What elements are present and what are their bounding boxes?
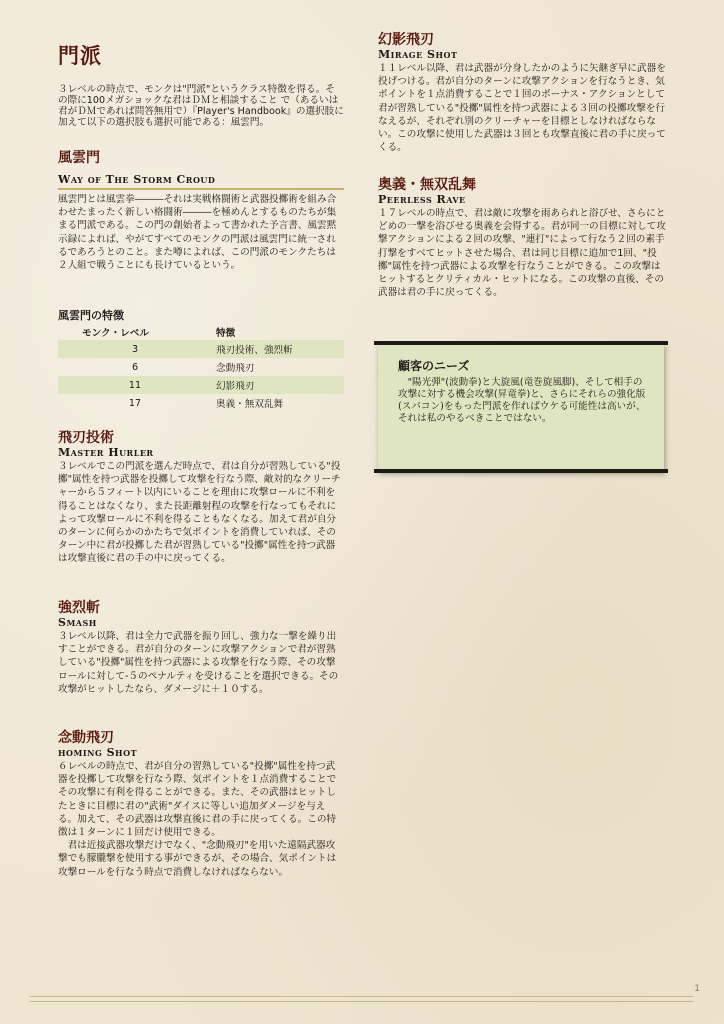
smash-subheading: Smash: [58, 616, 97, 629]
page-number: 1: [694, 984, 700, 994]
hurler-text: ３レベルでこの門派を選んだ時点で、君は自分が習熟している"投擲"属性を持つ武器を投擲して攻撃を行なう際、敵対的なクリーチャーから５フィート以内にいることを理由に攻撃ロールに不利を得ることはなくなり、また長距離射程の攻撃を行なってもそれによって攻撃ロールに不利を得ることもなくなる。加えて君が自分のターンに何らかのかたちで気ポイントを消費していれば、そのターン中に君が投擲した君が習熟している"投擲"属性を持つ武器は攻撃直後に君の手の中に戻ってくる。: [58, 461, 341, 565]
storm-subheading: Way of The Storm Croud: [58, 173, 216, 186]
table-header-row: [58, 323, 344, 340]
features-table-section: [58, 307, 344, 412]
homing-subheading: homing Shot: [58, 746, 138, 759]
homing-heading: 念動飛刃: [58, 730, 114, 746]
table-header-feature: 特徴: [216, 327, 236, 339]
table-title: 風雲門の特徴: [58, 309, 124, 322]
homing-section: [58, 730, 344, 879]
rave-heading: 奥義・無双乱舞: [378, 177, 476, 193]
storm-section: [58, 150, 344, 272]
table-cell-feature: 幻影飛刃: [212, 376, 344, 394]
table-cell-level: 17: [128, 397, 142, 409]
rave-subheading: Peerless Rave: [378, 193, 466, 206]
mirage-section: [378, 32, 666, 154]
footer-ornament: [30, 996, 694, 1002]
rave-text: １７レベルの時点で、君は敵に攻撃を雨あられと浴びせ、さらにとどめの一撃を浴びせる奥義を会得する。君が同一の目標に対して攻撃アクションによる２回の攻撃、"連打"によって行なう２回の素手打撃をすべてヒットさせた場合、君は同じ目標に追加で1回、"投擲"属性を持つ武器による攻撃を行なうことができる。この攻撃はヒットするとクリティカル・ヒットになる。この攻撃の直後、その武器は君の手に戻ってくる。: [378, 208, 666, 299]
page-title: 門派: [58, 44, 102, 68]
intro-section: [58, 84, 344, 128]
rave-section: [378, 177, 666, 299]
table-row: [58, 376, 344, 394]
sidebar-top-bar: [374, 341, 668, 345]
hurler-section: [58, 430, 344, 566]
mirage-text: １１レベル以降、君は武器が分身したかのように矢継ぎ早に武器を投げつける。君が自分のターンに攻撃アクションを行なうとき、気ポイントを１点消費することで１回のボーナス・アクションとして君が習熟している"投擲"属性を持つ武器による３回の投擲攻撃を行なえるが、それぞれ別のクリーチャーを目標としなければならない。この攻撃に使用した武器は３回とも攻撃直後に君の手に戻ってくる。: [378, 63, 666, 154]
mirage-heading: 幻影飛刃: [378, 32, 434, 48]
table-cell-level: 3: [58, 340, 212, 358]
intro-text: ３レベルの時点で、モンクは"門派"というクラス特徴を得る。その際に100メガショックな君はＤＭと相談すること で（あるいは君がＤＭであれば問答無用で）『Player's Handbook』の選択肢に加えて以下の選択肢も選択可能である：風雲門。: [58, 84, 344, 128]
storm-heading: 風雲門: [58, 150, 100, 166]
table-cell-level: 6: [131, 361, 139, 373]
sidebar-note: [378, 343, 664, 471]
hurler-subheading: Master Hurler: [58, 446, 154, 459]
table-header-level: モンク・レベル: [82, 327, 149, 339]
storm-rule: [58, 188, 344, 190]
mirage-subheading: Mirage Shot: [378, 48, 458, 61]
hurler-heading: 飛刃投術: [58, 430, 114, 446]
homing-text-2: 君は近接武器攻撃だけでなく、"念動飛刃"を用いた遠隔武器攻撃でも朦朧撃を使用する事ができるが、その場合、気ポイントは攻撃ロールを行なう時点で消費しなければならない。: [58, 840, 337, 878]
table-cell-feature: 奥義・無双乱舞: [216, 399, 284, 410]
smash-heading: 強烈斬: [58, 600, 100, 616]
table-row: [58, 358, 344, 376]
smash-text: ３レベル以降、君は全力で武器を振り回し、強力な一撃を繰り出すことができる。君が自分のターンに攻撃アクションで君が習熟している"投擲"属性を持つ武器による攻撃を行なう際、その攻撃ロールに対して-５のペナルティを受けることを選択できる。その攻撃がヒットしたなら、ダメージに＋１０する。: [58, 631, 339, 695]
sidebar-text: "陽光弾"(波動拳)と大旋風(竜巻旋風脚)、そして相手の攻撃に対する機会攻撃(昇竜拳)と、さらにそれらの強化版(スパコン)をもった門派を作ればウケる可能性は高いが、それは私のやるべきことではない。: [398, 377, 646, 424]
table-cell-level: 11: [58, 376, 212, 394]
table-row: [58, 394, 344, 412]
sidebar-title: 顧客のニーズ: [398, 359, 470, 373]
smash-section: [58, 600, 344, 696]
features-table: [58, 323, 344, 412]
sidebar-bottom-bar: [374, 469, 668, 473]
table-cell-feature: 念動飛刃: [216, 363, 255, 374]
storm-text: 風雲門とは風雲拳―――それは実戦格闘術と武器投擲術を組み合わせたまったく新しい格闘術―――を極めんとするものたちが集まる門派である。この門の創始者よって書かれた予言書、風雲黙示録によれば、やがてすべてのモンクの門派は風雲門に統一されるであろうとのこと。また噂によれば、この門派のモンクたちは２人組で戦うことにも長けているという。: [58, 194, 337, 272]
table-cell-feature: 飛刃投術、強烈斬: [212, 340, 344, 358]
homing-text-1: ６レベルの時点で、君が自分の習熟している"投擲"属性を持つ武器を投擲して攻撃を行なう際、気ポイントを１点消費することでその攻撃に有利を得ることができる。また、その武器はヒットしたときに目標に君の"武術"ダイスに等しい追加ダメージを与える。加えて、その武器は攻撃直後に君の手に戻ってくる。この特徴は１ターンに１回だけ使用できる。: [58, 761, 337, 839]
table-row: [58, 340, 344, 358]
